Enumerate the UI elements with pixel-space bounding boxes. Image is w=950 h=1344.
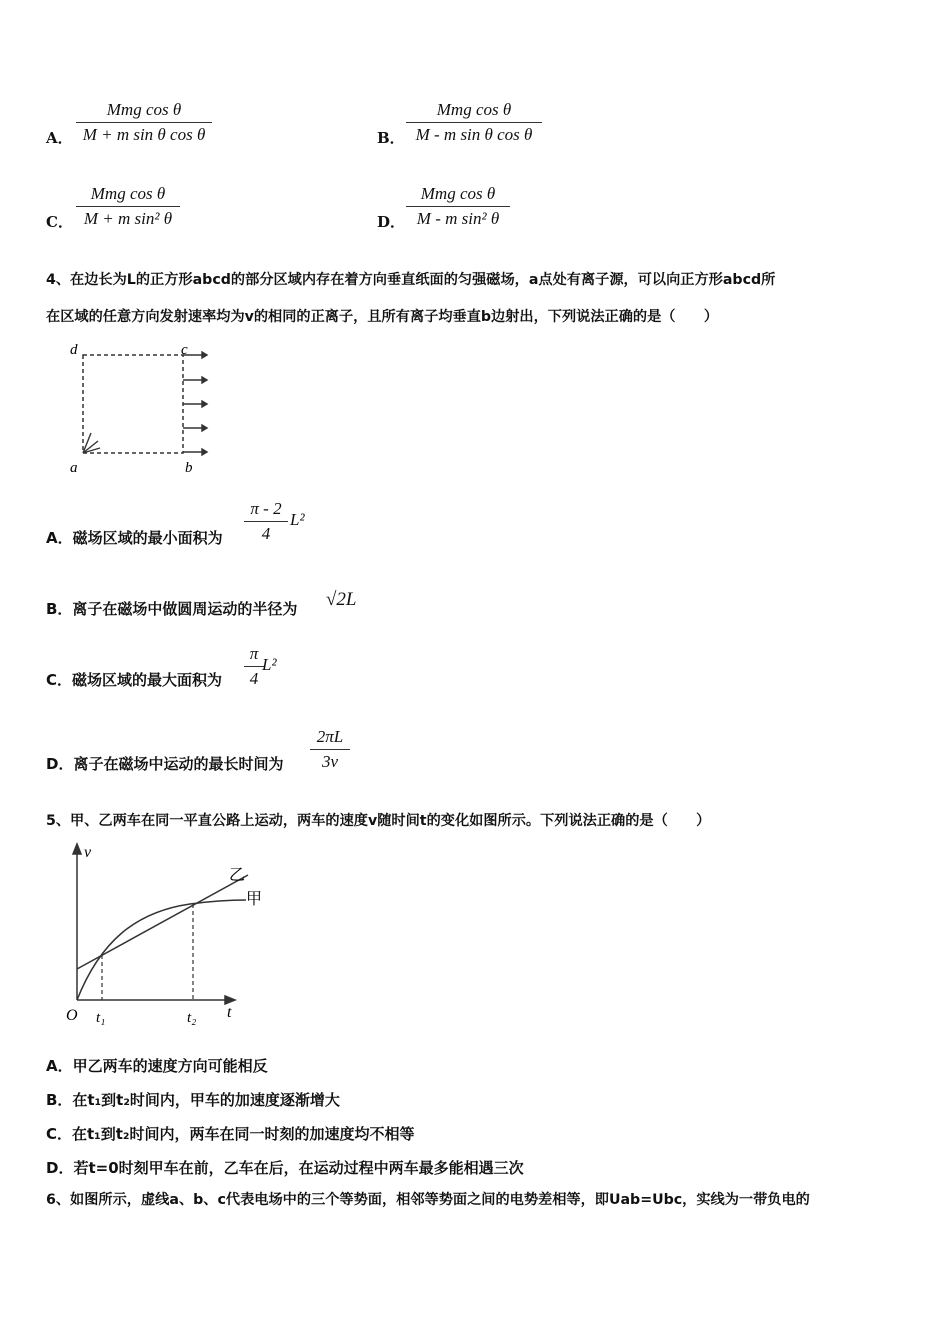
q3-option-a-letter: A． [46, 129, 73, 147]
q4-stem-line1: 4、在边长为L的正方形abcd的部分区域内存在着方向垂直纸面的匀强磁场，a点处有离子源，可以向正方形abcd所 [46, 272, 776, 288]
label-d: d [70, 342, 78, 358]
q4-option-d-denominator: 3v [321, 752, 339, 771]
q3-option-a-denominator: M + m sin θ cos θ [82, 125, 206, 144]
q4-stem-line2: 在区域的任意方向发射速率均为v的相同的正离子，且所有离子均垂直b边射出，下列说法正确的是（ ） [46, 309, 719, 325]
q4-option-a-denominator: 4 [261, 524, 271, 543]
label-a: a [70, 460, 78, 476]
q5-option-a: A．甲乙两车的速度方向可能相反 [46, 1057, 268, 1075]
axis-label-v: v [84, 844, 92, 861]
label-b: b [185, 460, 193, 476]
q5-option-d: D．若t=0时刻甲车在前，乙车在后，在运动过程中两车最多能相遇三次 [46, 1159, 524, 1177]
q3-option-b-denominator: M - m sin θ cos θ [415, 125, 533, 144]
q5-velocity-time-graph [60, 842, 280, 1027]
origin-label: O [66, 1007, 78, 1024]
q4-option-d: D．离子在磁场中运动的最长时间为 [46, 755, 284, 773]
curve-label-jia: 甲 [246, 891, 263, 908]
curve-label-yi: 乙 [229, 867, 246, 884]
q3-option-a-fraction [76, 100, 212, 145]
q5-stem: 5、甲、乙两车在同一平直公路上运动，两车的速度v随时间t的变化如图所示。下列说法正确的是（ ） [46, 813, 711, 829]
q4-option-c-numerator: π [249, 644, 259, 663]
q4-option-c: C．磁场区域的最大面积为 [46, 671, 223, 689]
q3-option-d-denominator: M - m sin² θ [416, 209, 500, 228]
q3-option-c-letter: C． [46, 213, 73, 231]
q3-option-a-numerator: Mmg cos θ [106, 100, 182, 119]
q3-option-c-denominator: M + m sin² θ [83, 209, 173, 228]
q4-option-d-numerator: 2πL [316, 727, 344, 746]
q3-option-d-letter: D． [377, 213, 406, 231]
q4-option-a-numerator: π - 2 [250, 499, 282, 518]
q4-square-figure [64, 338, 214, 478]
q5-option-c: C．在t₁到t₂时间内，两车在同一时刻的加速度均不相等 [46, 1125, 415, 1143]
q4-option-c-tail: L² [262, 655, 277, 674]
label-c: c [181, 342, 188, 358]
q3-option-b-numerator: Mmg cos θ [436, 100, 512, 119]
curve-yi [77, 875, 248, 969]
q4-option-a-tail: L² [290, 510, 305, 529]
q6-stem: 6、如图所示，虚线a、b、c代表电场中的三个等势面，相邻等势面之间的电势差相等，即Uab=Ubc，实线为一带负电的 [46, 1192, 810, 1208]
q3-option-b-letter: B． [377, 129, 405, 147]
q4-option-a-fraction [244, 499, 288, 544]
q3-option-c-fraction [76, 184, 180, 229]
q3-option-c-numerator: Mmg cos θ [90, 184, 166, 203]
t2-label: t₂ [187, 1010, 197, 1026]
q4-option-b-expr: √2L [326, 589, 357, 610]
q4-option-d-fraction [310, 727, 350, 772]
t1-label: t₁ [96, 1010, 106, 1026]
q4-option-c-denominator: 4 [249, 669, 259, 688]
q3-option-d-numerator: Mmg cos θ [420, 184, 496, 203]
q3-option-d-fraction [406, 184, 510, 229]
q3-option-b-fraction [406, 100, 542, 145]
q4-option-c-fraction [244, 644, 264, 689]
q4-option-b: B．离子在磁场中做圆周运动的半径为 [46, 600, 298, 618]
axis-label-t: t [227, 1004, 232, 1021]
q4-option-a: A．磁场区域的最小面积为 [46, 529, 223, 547]
q5-option-b: B．在t₁到t₂时间内，甲车的加速度逐渐增大 [46, 1091, 340, 1109]
